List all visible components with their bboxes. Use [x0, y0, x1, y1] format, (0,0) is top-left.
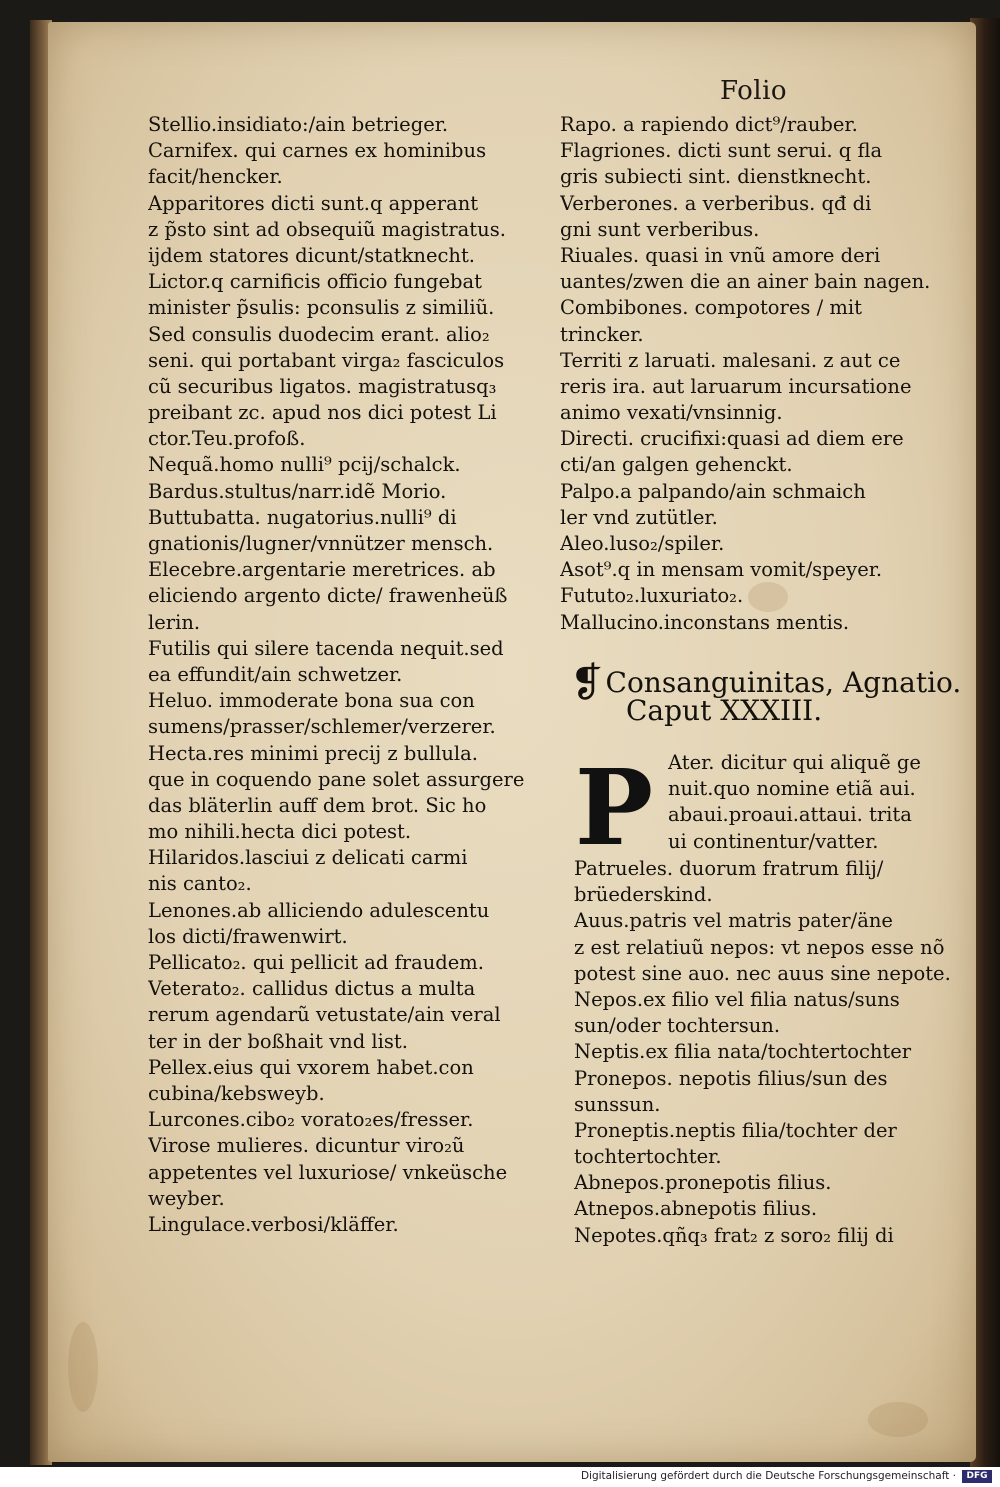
- chapter-title: Consanguinitas, Agnatio.: [605, 666, 962, 699]
- text-line: Lurcones.cibo₂ vorato₂es/fresser.: [148, 1108, 474, 1132]
- text-line: cũ securibus ligatos. magistratusq₃: [148, 374, 497, 398]
- text-line: appetentes vel luxuriose/ vnkeüsche: [148, 1160, 508, 1184]
- pilcrow-icon: ❡: [570, 660, 604, 706]
- dfg-logo: DFG: [962, 1470, 992, 1483]
- text-line: ea effundit/ain schwetzer.: [148, 662, 403, 686]
- footer-credit: Digitalisierung gefördert durch die Deutsche Forschungsgemeinschaft ·: [580, 1470, 956, 1482]
- text-line: Pronepos. nepotis filius/sun des: [574, 1066, 888, 1090]
- text-line: Combibones. compotores / mit: [560, 296, 862, 320]
- text-line: minister p̃sulis: pconsulis z similiũ.: [148, 296, 495, 320]
- text-line: Verberones. a verberibus. qđ di: [560, 191, 872, 215]
- text-line: Apparitores dicti sunt.q apperant: [148, 191, 479, 215]
- text-line: Mallucino.inconstans mentis.: [560, 610, 850, 634]
- text-line: sumens/prasser/schlemer/verzerer.: [148, 715, 496, 739]
- text-line: nis canto₂.: [148, 872, 252, 896]
- text-line: Riuales. quasi in vnũ amore deri: [560, 243, 881, 267]
- text-line: Veterato₂. callidus dictus a multa: [148, 977, 476, 1001]
- text-line: facit/hencker.: [148, 165, 283, 189]
- text-line: ter in der boßhait vnd list.: [148, 1029, 408, 1053]
- text-line: nuit.quo nomine etiã aui.: [668, 777, 916, 801]
- text-line: ui continentur/vatter.: [668, 829, 879, 853]
- text-line: uantes/zwen die an ainer bain nagen.: [560, 270, 931, 294]
- text-line: z est relatiuũ nepos: vt nepos esse nõ: [574, 935, 945, 959]
- footer-bar: [0, 1467, 1000, 1487]
- initial-paragraph: [668, 750, 958, 855]
- text-line: abaui.proaui.attaui. trita: [668, 803, 912, 827]
- text-line: seni. qui portabant virga₂ fasciculos: [148, 348, 505, 372]
- text-line: los dicti/frawenwirt.: [148, 924, 348, 948]
- text-line: Patrueles. duorum fratrum filij/: [574, 857, 884, 880]
- text-line: cti/an galgen gehenckt.: [560, 453, 793, 477]
- left-column: [148, 112, 538, 1238]
- text-line: cubina/kebsweyb.: [148, 1081, 325, 1105]
- text-line: Auus.patris vel matris pater/äne: [574, 909, 893, 933]
- text-line: Palpo.a palpando/ain schmaich: [560, 479, 866, 503]
- text-line: das bläterlin auff dem brot. Sic ho: [148, 793, 487, 817]
- text-line: Virose mulieres. dicuntur viro₂ũ: [148, 1134, 465, 1158]
- text-line: lerin.: [148, 610, 201, 634]
- folio-header: Folio: [720, 76, 788, 106]
- text-line: Lenones.ab alliciendo adulescentu: [148, 898, 490, 922]
- text-line: animo vexati/vnsinnig.: [560, 401, 783, 425]
- chapter-subtitle: Caput XXXIII.: [626, 694, 823, 727]
- text-line: preibant zc. apud nos dici potest Li: [148, 401, 497, 425]
- text-line: Lingulace.verbosi/kläffer.: [148, 1212, 399, 1236]
- text-line: Fututo₂.luxuriato₂.: [560, 584, 744, 608]
- paper-stain: [868, 1402, 928, 1437]
- text-line: Pellicato₂. qui pellicit ad fraudem.: [148, 951, 484, 974]
- right-column: [560, 112, 955, 636]
- text-line: Nepos.ex filio vel filia natus/suns: [574, 987, 900, 1011]
- text-line: tochtertochter.: [574, 1145, 722, 1169]
- text-line: Directi. crucifixi:quasi ad diem ere: [560, 427, 904, 451]
- text-line: Hilaridos.lasciui z delicati carmi: [148, 846, 468, 870]
- text-line: mo nihili.hecta dici potest.: [148, 820, 412, 844]
- text-line: Aleo.luso₂/spiler.: [560, 532, 725, 555]
- text-line: Proneptis.neptis filia/tochter der: [574, 1118, 897, 1142]
- text-line: Flagriones. dicti sunt serui. q fla: [560, 139, 883, 163]
- text-line: sun/oder tochtersun.: [574, 1014, 781, 1038]
- right-column-lower: [574, 856, 959, 1249]
- text-line: sunssun.: [574, 1092, 661, 1116]
- text-line: gris subiecti sint. dienstknecht.: [560, 165, 872, 189]
- text-line: Stellio.insidiato:/ain betrieger.: [148, 113, 449, 136]
- text-line: Carnifex. qui carnes ex hominibus: [148, 139, 487, 163]
- text-line: z p̃sto sint ad obsequiũ magistratus.: [148, 217, 506, 241]
- text-line: Futilis qui silere tacenda nequit.sed: [148, 636, 504, 660]
- text-line: Pellex.eius qui vxorem habet.con: [148, 1055, 474, 1079]
- text-line: brüederskind.: [574, 883, 713, 907]
- text-line: Territi z laruati. malesani. z aut ce: [560, 348, 901, 372]
- text-line: Ater. dicitur qui aliquẽ ge: [668, 751, 921, 774]
- text-line: weyber.: [148, 1186, 225, 1210]
- decorated-initial: P: [574, 746, 654, 869]
- text-line: ctor.Teu.profoß.: [148, 427, 306, 451]
- text-line: Rapo. a rapiendo dict⁹/rauber.: [560, 113, 858, 136]
- text-line: Heluo. immoderate bona sua con: [148, 689, 475, 713]
- text-line: Hecta.res minimi precij z bullula.: [148, 741, 478, 765]
- text-line: ler vnd zutütler.: [560, 505, 718, 529]
- text-line: Bardus.stultus/narr.idẽ Morio.: [148, 479, 447, 503]
- text-line: trincker.: [560, 322, 644, 346]
- text-line: rerum agendarũ vetustate/ain veral: [148, 1003, 501, 1027]
- text-line: Neptis.ex filia nata/tochtertochter: [574, 1040, 912, 1064]
- text-line: Nepotes.qñq₃ frat₂ z soro₂ filij di: [574, 1223, 894, 1247]
- paper-stain: [68, 1322, 98, 1412]
- text-line: reris ira. aut laruarum incursatione: [560, 374, 912, 398]
- text-line: Sed consulis duodecim erant. alio₂: [148, 322, 490, 346]
- text-line: eliciendo argento dicte/ frawenheüß: [148, 584, 508, 608]
- text-line: Asot⁹.q in mensam vomit/speyer.: [560, 558, 883, 582]
- text-line: Buttubatta. nugatorius.nulli⁹ di: [148, 505, 457, 529]
- text-line: gnationis/lugner/vnnützer mensch.: [148, 532, 494, 555]
- text-line: Nequã.homo nulli⁹ pcij/schalck.: [148, 453, 461, 477]
- text-line: que in coquendo pane solet assurgere: [148, 767, 525, 791]
- text-line: Lictor.q carnificis officio fungebat: [148, 270, 483, 294]
- text-line: Atnepos.abnepotis filius.: [574, 1197, 818, 1221]
- text-line: potest sine auo. nec auus sine nepote.: [574, 961, 951, 985]
- text-line: gni sunt verberibus.: [560, 217, 760, 241]
- text-line: Elecebre.argentarie meretrices. ab: [148, 558, 496, 582]
- text-line: ijdem statores dicunt/statknecht.: [148, 243, 476, 267]
- text-line: Abnepos.pronepotis filius.: [574, 1171, 832, 1195]
